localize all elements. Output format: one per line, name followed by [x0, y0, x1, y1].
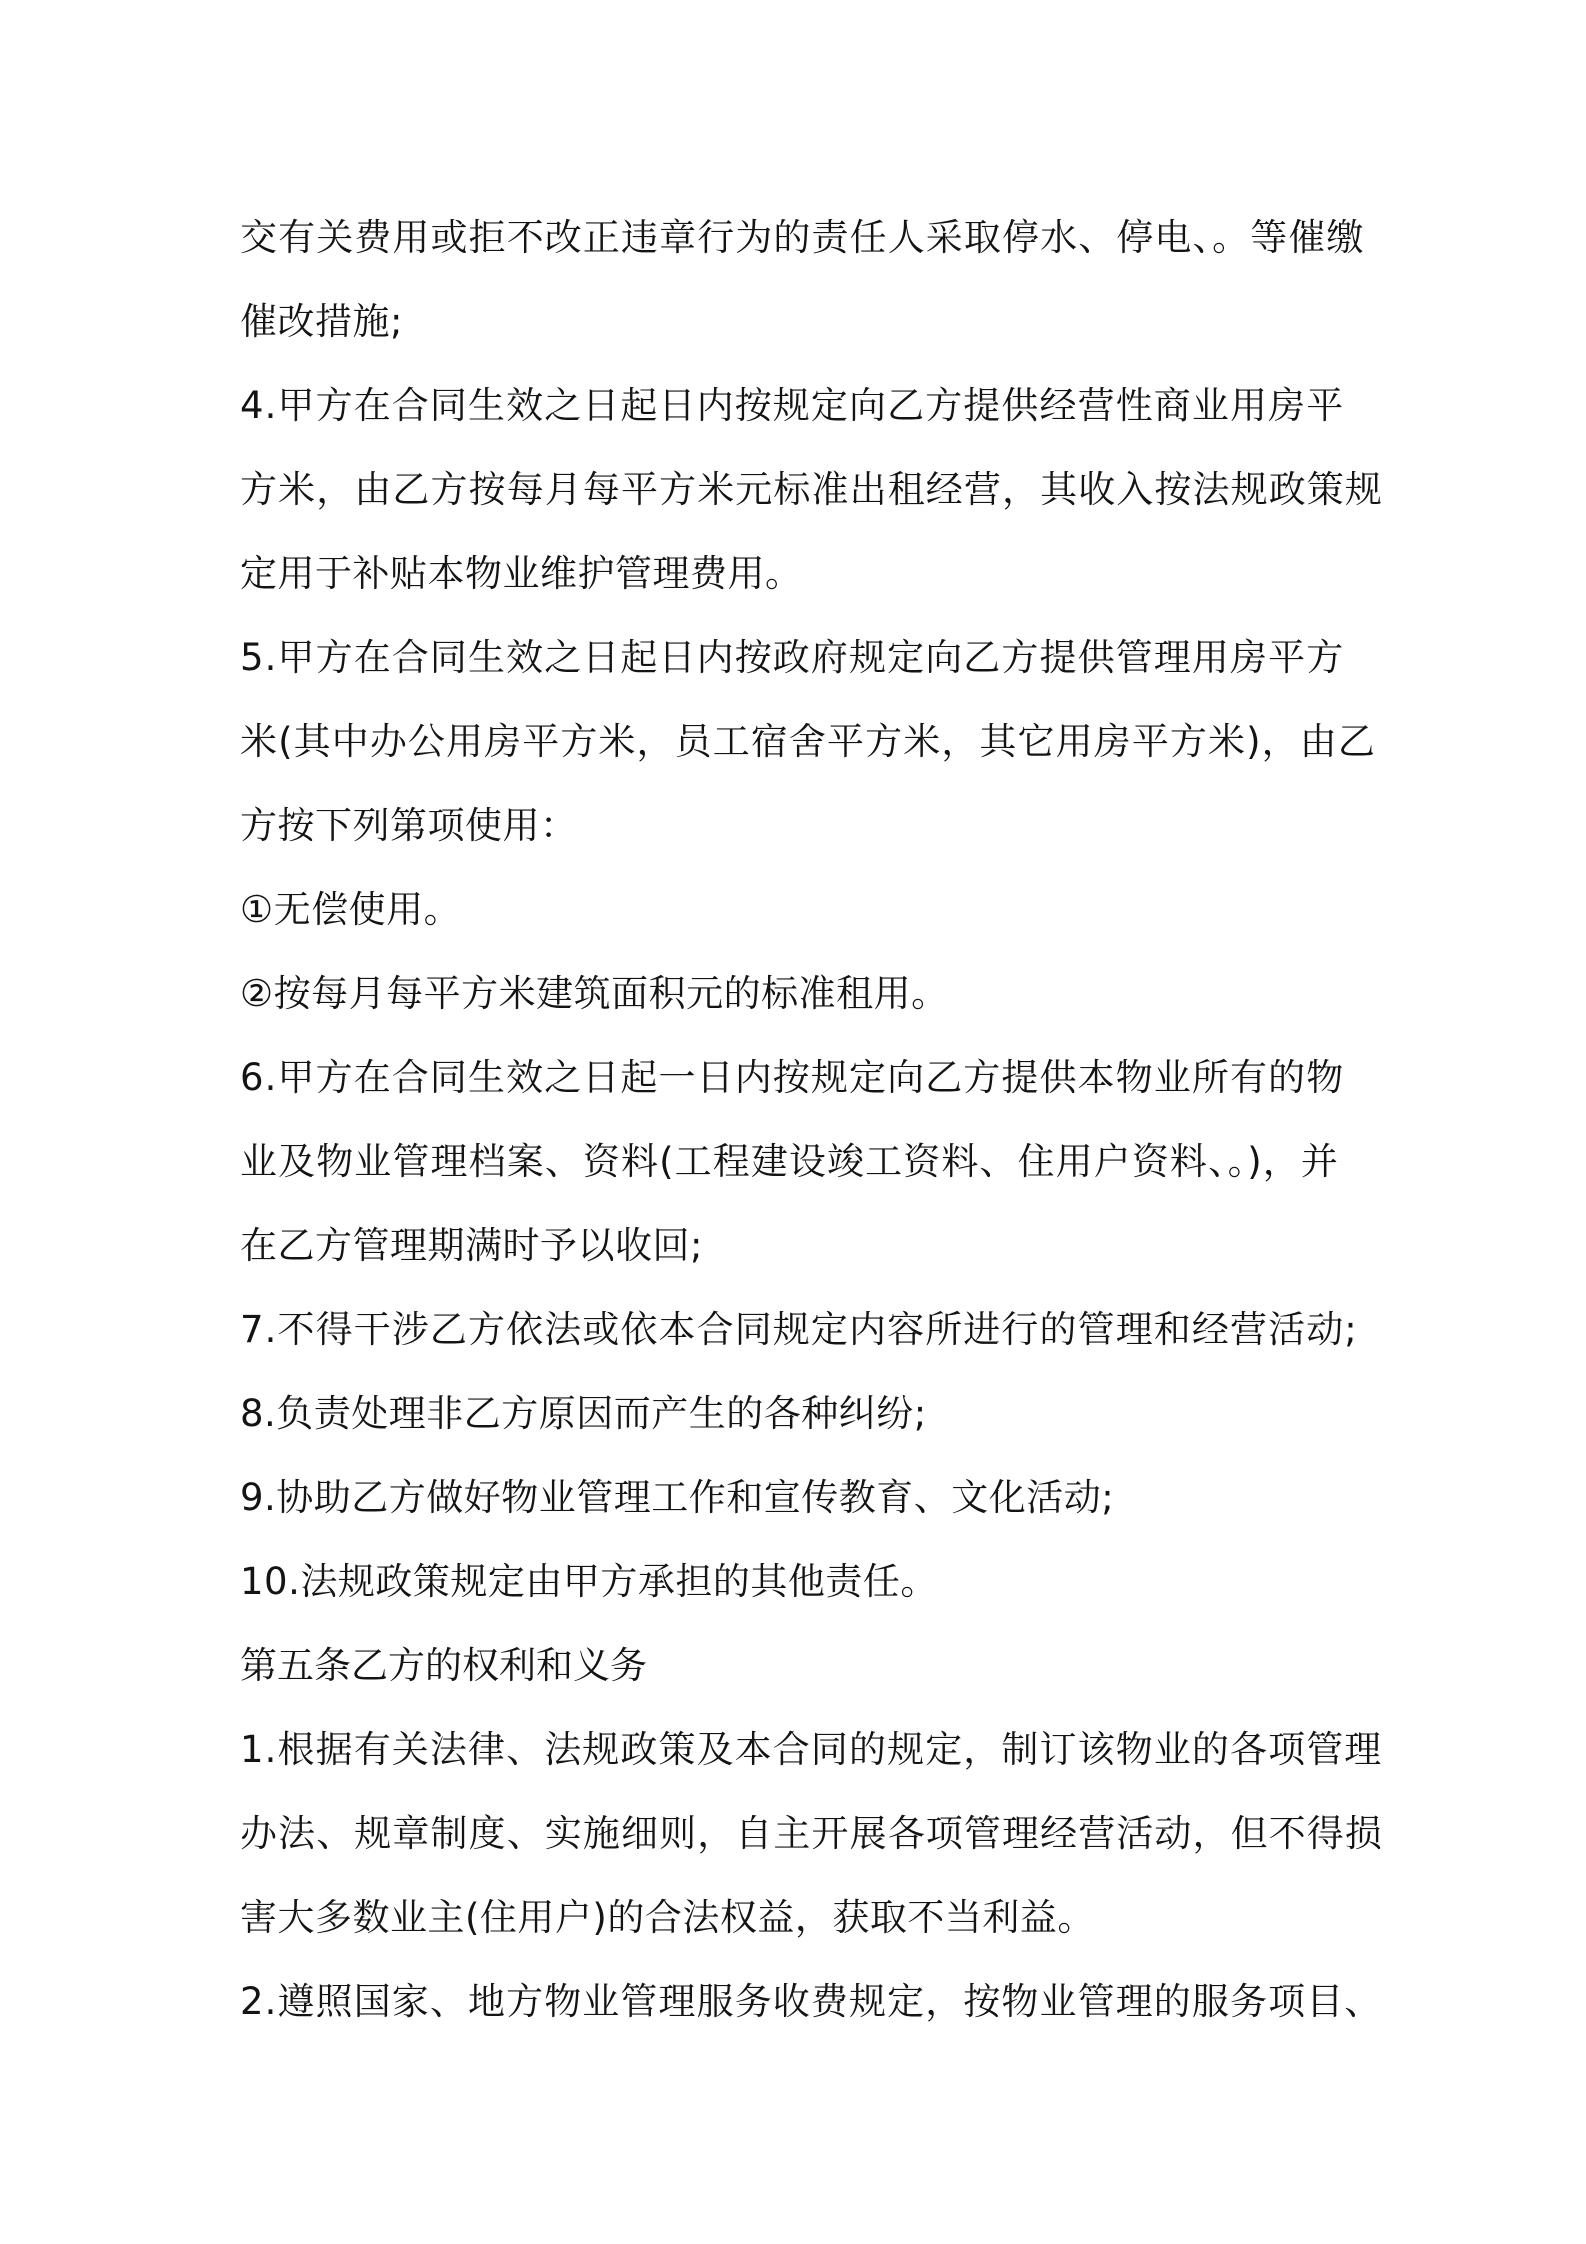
- text-line: 6.甲方在合同生效之日起一日内按规定向乙方提供本物业所有的物: [240, 1056, 1345, 1099]
- text-line: 方按下列第项使用：: [240, 804, 578, 847]
- text-line: 2.遵照国家、地方物业管理服务收费规定，按物业管理的服务项目、: [240, 1980, 1383, 2023]
- text-line: 米(其中办公用房平方米，员工宿舍平方米，其它用房平方米)，由乙: [240, 720, 1376, 763]
- text-line: 催改措施;: [240, 300, 403, 343]
- text-line: 1.根据有关法律、法规政策及本合同的规定，制订该物业的各项管理: [240, 1728, 1383, 1771]
- section-heading: 第五条乙方的权利和义务: [240, 1644, 647, 1687]
- text-line: ②按每月每平方米建筑面积元的标准租用。: [240, 972, 949, 1015]
- text-line: 定用于补贴本物业维护管理费用。: [240, 552, 803, 595]
- text-line: 害大多数业主(住用户)的合法权益，获取不当利益。: [240, 1896, 1095, 1939]
- text-line: 7.不得干涉乙方依法或依本合同规定内容所进行的管理和经营活动;: [240, 1308, 1358, 1351]
- text-line: 10.法规政策规定由甲方承担的其他责任。: [240, 1560, 938, 1603]
- text-line: 8.负责处理非乙方原因而产生的各种纠纷;: [240, 1392, 927, 1435]
- text-line: 办法、规章制度、实施细则，自主开展各项管理经营活动，但不得损: [240, 1812, 1383, 1855]
- text-line: 在乙方管理期满时予以收回;: [240, 1224, 703, 1267]
- text-line: ①无偿使用。: [240, 888, 462, 931]
- text-line: 4.甲方在合同生效之日起日内按规定向乙方提供经营性商业用房平: [240, 384, 1345, 427]
- text-line: 方米，由乙方按每月每平方米元标准出租经营，其收入按法规政策规: [240, 468, 1383, 511]
- text-line: 交有关费用或拒不改正违章行为的责任人采取停水、停电、。等催缴: [240, 216, 1365, 259]
- document-body: [240, 196, 1383, 2044]
- text-line: 5.甲方在合同生效之日起日内按政府规定向乙方提供管理用房平方: [240, 636, 1345, 679]
- text-line: 业及物业管理档案、资料(工程建设竣工资料、住用户资料、。)，并: [240, 1140, 1339, 1183]
- text-line: 9.协助乙方做好物业管理工作和宣传教育、文化活动;: [240, 1476, 1115, 1519]
